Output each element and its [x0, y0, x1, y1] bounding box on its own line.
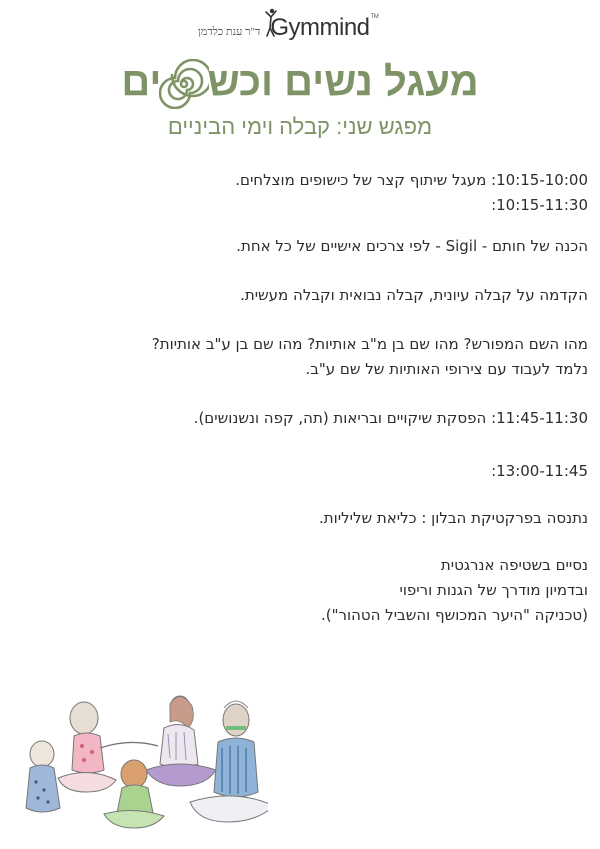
stick-figure-icon [264, 8, 278, 38]
page-subtitle: מפגש שני: קבלה וימי הביניים [167, 114, 433, 139]
trademark: TM [370, 14, 379, 20]
schedule-line-5: מהו השם המפורש? מהו שם בן מ"ב אותיות? מהו שם בן ע"ב אותיות? [151, 335, 588, 353]
brand-text: Gymmind [270, 14, 370, 41]
spiral-icon [159, 59, 209, 109]
woman-figure [190, 701, 268, 822]
title-part-1: מעגל נשים וכש [207, 60, 479, 104]
woman-figure [26, 741, 60, 812]
title-part-2: ים [121, 60, 162, 104]
schedule-line-8: 13:00-11:45: [491, 462, 588, 480]
schedule-line-2: 10:15-11:30: [491, 196, 588, 214]
woman-figure [146, 696, 216, 786]
women-circle-illustration [18, 690, 268, 840]
schedule-line-12: (טכניקה "היער המכושף והשביל הטהור"). [321, 606, 588, 624]
schedule-line-6: נלמד לעבוד עם צירופי האותיות של שם ע"ב. [305, 360, 588, 378]
schedule-line-11: ובדמיון מודרך של הגנות וריפוי [399, 581, 588, 599]
schedule-line-7: 11:45-11:30: הפסקת שיקויים ובריאות (תה, קפה ונשנושים). [193, 409, 588, 427]
schedule-line-4: הקדמה על קבלה עיונית, קבלה נבואית וקבלה מעשית. [240, 286, 588, 304]
brand-name [264, 14, 378, 42]
schedule-line-1: 10:15-10:00: מעגל שיתוף קצר של כישופים מוצלחים. [235, 171, 588, 189]
schedule-line-9: נתנסה בפרקטיקת הבלון : כליאת שליליות. [319, 509, 588, 527]
schedule-line-3: הכנה של חותם - Sigil - לפי צרכים אישיים של כל אחת. [236, 237, 588, 255]
schedule-line-10: נסיים בשטיפה אנרגטית [440, 556, 588, 574]
gymmind-logo [198, 14, 378, 42]
page-title [0, 54, 600, 110]
doctor-name: ד"ר ענת כלדמן [198, 26, 261, 38]
schedule [28, 168, 588, 628]
